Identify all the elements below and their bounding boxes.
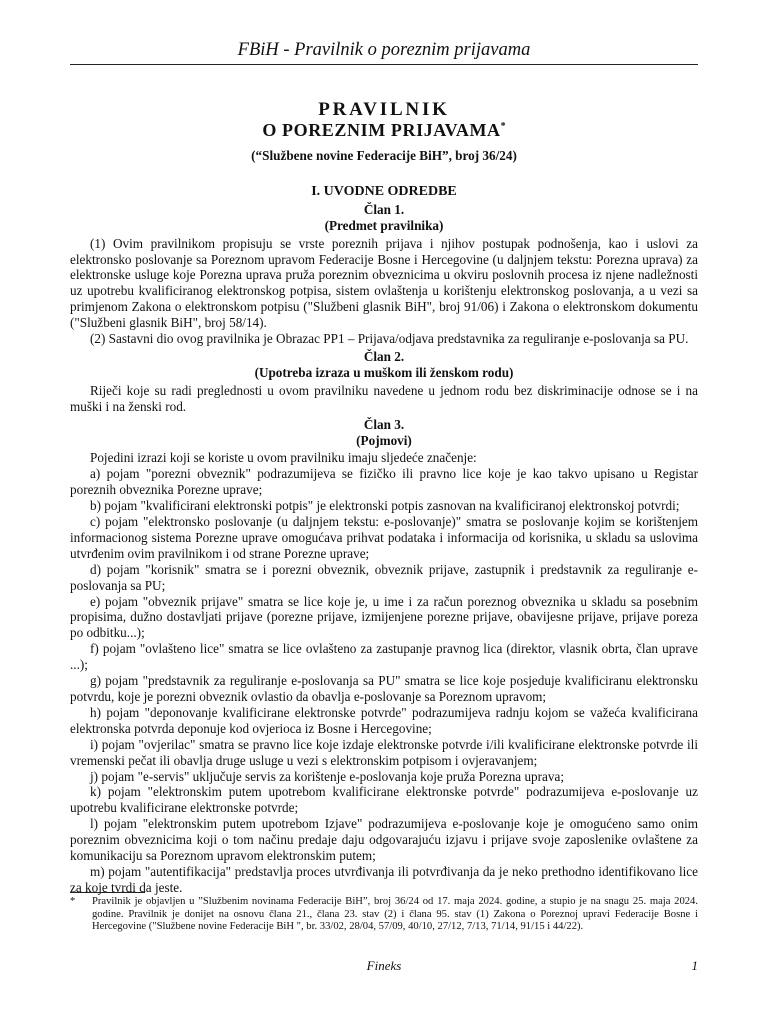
gazette-reference: (“Službene novine Federacije BiH”, broj 36/24) — [251, 148, 517, 163]
article-2-paragraph: Riječi koje su radi preglednosti u ovom pravilniku navedene u jednom rodu bez diskriminacije odnose se i na muški i na ženski rod. — [70, 382, 698, 414]
article-1-subheading: (Predmet pravilnika) — [324, 217, 444, 233]
definition-item: i) pojam "ovjerilac" smatra se pravno lice koje izdaje elektronske potvrde i/ili kvalificirane elektronske potvrde ili vremenski pečat ili obavlja druge usluge u vezi s elektronskim potpisom i ovjeravanjem; — [70, 736, 698, 768]
footnote-marker: * — [500, 121, 506, 132]
footnote-text: Pravilnik je objavljen u ”Službenim novinama Federacije BiH”, broj 36/24 od 17. maja 2024. godine, a stupio je na snagu 25. maja 2024. godine. Pravilnik je donijet na osnovu člana 21., člana 23. stav (2) i člana 95. stav (1) Zakona o Poreznoj upravi Federacije Bosne i Hercegovine ("Službene novine Federacije BiH ", br. 33/02, 28/04, 57/09, 40/10, 27/12, 7/13, 71/14, 91/15 i 44/22). — [92, 896, 698, 932]
document-body — [70, 100, 698, 896]
definition-item: d) pojam "korisnik" smatra se i porezni obveznik, obveznik prijave, zastupnik i predstavnik za reguliranje e-poslovanja sa PU; — [70, 561, 698, 593]
definition-item: b) pojam "kvalificirani elektronski potpis" je elektronski potpis zasnovan na kvalificiranoj elektronskoj potvrdi; — [90, 498, 680, 514]
article-2-subheading: (Upotreba izraza u muškom ili ženskom rodu) — [254, 364, 514, 380]
article-3-subheading: (Pojmovi) — [356, 432, 412, 448]
definition-item: m) pojam "autentifikacija" predstavlja proces utvrđivanja ili potvrđivanja da je neko prethodno identifikovano lice za koje tvrdi da jeste. — [70, 863, 698, 895]
footnote-rule — [70, 892, 145, 893]
definition-item: a) pojam "porezni obveznik" podrazumijeva se fizičko ili pravno lice koje je kao takvo upisano u Registar poreznih obveznika Porezne uprave; — [70, 466, 698, 498]
definition-item: h) pojam "deponovanje kvalificirane elektronske potvrde" podrazumijeva radnju kojom se važeća kvalificirana elektronska potvrda deponuje kod ovjerioca iz Bosne i Hercegovine; — [70, 704, 698, 736]
header-rule — [70, 64, 698, 65]
article-2-heading: Član 2. — [363, 348, 405, 364]
footnote-mark: * — [70, 896, 76, 907]
page-number: 1 — [691, 958, 698, 973]
definition-item: f) pojam "ovlašteno lice" smatra se lice ovlašteno za zastupanje pravnog lica (direktor, vlasnik obrta, član uprave ...); — [70, 641, 698, 673]
definition-item: l) pojam "elektronskim putem upotrebom Izjave" podrazumijeva e-poslovanje koje je omogućeno samo onim poreznim obveznicima koji o tom načinu predaje daju odgovarajuću izjavu i prijave svoje zaposlenike ovlaštene za komunikaciju sa Poreznom upravom elektronskim putem; — [70, 816, 698, 864]
section-title: I. UVODNE ODREDBE — [311, 183, 457, 199]
definition-item: g) pojam "predstavnik za reguliranje e-poslovanja sa PU" smatra se lice koje posjeduje kvalificiranu elektronsku potvrdu, koje je porezni obveznik ovlastio da obavlja e-poslovanje sa Poreznom upravom; — [70, 673, 698, 704]
article-1-paragraph: (2) Sastavni dio ovog pravilnika je Obrazac PP1 – Prijava/odjava predstavnika za reguliranje e-poslovanja sa PU. — [90, 331, 689, 347]
footer-publisher: Fineks — [366, 958, 402, 973]
definition-item: c) pojam "elektronsko poslovanje (u daljnjem tekstu: e-poslovanje)" smatra se poslovanje kojim se korištenjem informacionog sistema Porezne uprave omogućava prihvat podataka i informacija od korisnika, u skladu sa uslovima utvrđenim ovim pravilnikom i od strane Porezne uprave; — [70, 514, 698, 561]
article-1-heading: Član 1. — [363, 201, 405, 217]
running-header: FBiH - Pravilnik o poreznim prijavama — [237, 40, 531, 60]
document-subtitle-text: O POREZNIM PRIJAVAMA — [262, 120, 501, 140]
article-3-intro: Pojedini izrazi koji se koriste u ovom pravilniku imaju sljedeće značenje: — [90, 450, 477, 466]
definition-item: k) pojam "elektronskim putem upotrebom kvalificirane elektronske potvrde" podrazumijeva e-poslovanje uz upotrebu kvalificirane elektronske potvrde; — [70, 784, 698, 816]
document-subtitle — [70, 120, 698, 140]
definition-item: j) pojam "e-servis" uključuje servis za korištenje e-poslovanja koje pruža Porezna uprava; — [90, 768, 564, 784]
article-3-heading: Član 3. — [363, 416, 405, 432]
footnote — [70, 896, 698, 934]
definition-item: e) pojam "obveznik prijave" smatra se lice koje je, u ime i za račun poreznog obveznika u skladu sa posebnim propisima, dužno dostavljati prijave (porezne prijave, izmijenjene porezne prijave, obavijesne prijave, prijave poreza po odbitku...); — [70, 593, 698, 641]
article-1-paragraph: (1) Ovim pravilnikom propisuju se vrste poreznih prijava i njihov postupak podnošenja, kao i uslovi za elektronsko poslovanje sa Poreznom upravom Federacije Bosne i Hercegovine (u daljnjem tekstu: Porezna uprava) za elektronske usluge koje Porezna uprava pruža poreznim obveznicima u okviru poslovnih procesa iz njene nadležnosti uz upotrebu kvalificiranog elektronskog potpisa, sistem ovlaštenja u korištenju elektronskog poslovanja, a u vezi sa primjenom Zakona o elektronskom potpisu ("Službeni glasnik BiH", broj 91/06) i Zakona o elektronskom dokumentu ("Službeni glasnik BiH", broj 58/14). — [70, 235, 698, 331]
document-title: PRAVILNIK — [318, 99, 450, 120]
